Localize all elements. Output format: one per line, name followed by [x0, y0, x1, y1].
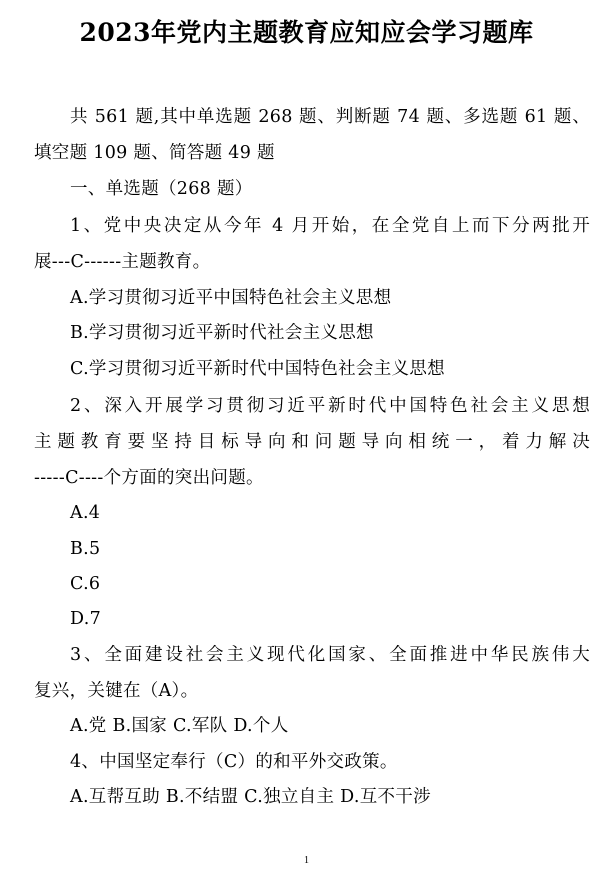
question-2-line-3: -----C----个方面的突出问题。	[34, 468, 264, 488]
question-3-options: A.党 B.国家 C.军队 D.个人	[70, 716, 289, 736]
question-3-line-2: 复兴，关键在（A）。	[34, 681, 199, 701]
question-2-option-a: A.4	[70, 503, 101, 523]
section-heading: 一、单选题（268 题）	[70, 179, 253, 199]
question-1-line-1: 1、党中央决定从今年 4 月开始，在全党自上而下分两批开	[70, 216, 590, 236]
intro-line-2: 填空题 109 题、简答题 49 题	[34, 143, 275, 163]
question-1-option-c: C.学习贯彻习近平新时代中国特色社会主义思想	[70, 359, 445, 379]
question-2-line-1: 2、深入开展学习贯彻习近平新时代中国特色社会主义思想	[70, 396, 590, 416]
question-2-option-d: D.7	[70, 609, 102, 629]
document-title: 2023年党内主题教育应知应会学习题库	[79, 18, 534, 47]
question-2-option-c: C.6	[70, 574, 101, 594]
question-4-line-1: 4、中国坚定奉行（C）的和平外交政策。	[70, 752, 398, 772]
page-number: 1	[304, 855, 309, 866]
question-1-option-b: B.学习贯彻习近平新时代社会主义思想	[70, 323, 374, 343]
question-1-option-a: A.学习贯彻习近平中国特色社会主义思想	[70, 288, 392, 308]
question-3-line-1: 3、全面建设社会主义现代化国家、全面推进中华民族伟大	[70, 645, 590, 665]
intro-line-1: 共 561 题,其中单选题 268 题、判断题 74 题、多选题 61 题、	[70, 107, 590, 127]
question-1-line-2: 展---C------主题教育。	[34, 252, 211, 272]
question-4-options: A.互帮互助 B.不结盟 C.独立自主 D.互不干涉	[70, 787, 431, 807]
question-2-line-2: 主题教育要坚持目标导向和问题导向相统一，着力解决	[34, 432, 590, 452]
question-2-option-b: B.5	[70, 539, 101, 559]
